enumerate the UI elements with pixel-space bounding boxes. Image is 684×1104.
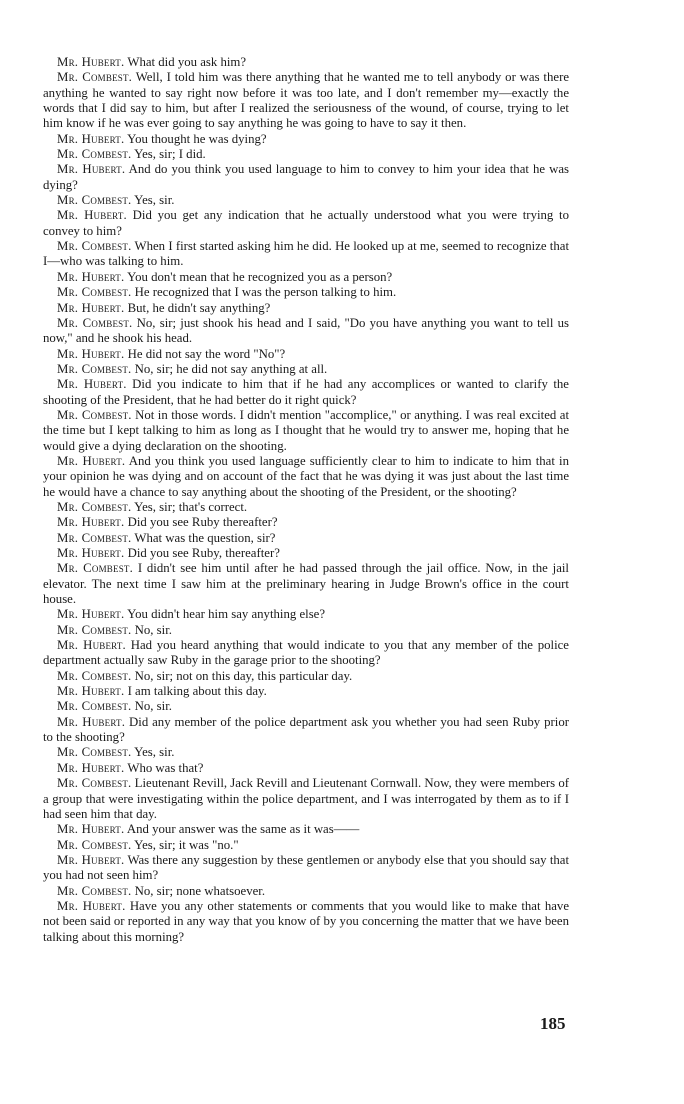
- speaker-name: Mr. Hubert.: [57, 607, 125, 622]
- testimony-paragraph: [43, 638, 569, 669]
- testimony-paragraph: [43, 546, 569, 561]
- speech-text: You don't mean that he recognized you as a person?: [127, 269, 393, 284]
- testimony-paragraph: [43, 193, 569, 208]
- testimony-paragraph: [43, 899, 569, 945]
- speaker-name: Mr. Hubert.: [57, 346, 125, 361]
- testimony-paragraph: [43, 270, 569, 285]
- speaker-name: Mr. Hubert.: [57, 898, 126, 913]
- speaker-name: Mr. Hubert.: [57, 714, 126, 729]
- speaker-name: Mr. Hubert.: [57, 55, 125, 69]
- speaker-name: Mr. Hubert.: [57, 162, 126, 177]
- speech-text: Who was that?: [127, 760, 204, 775]
- testimony-paragraph: [43, 362, 569, 377]
- speaker-name: Mr. Hubert.: [57, 684, 125, 699]
- speaker-name: Mr. Combest.: [57, 147, 132, 162]
- speaker-name: Mr. Combest.: [57, 285, 132, 300]
- speaker-name: Mr. Combest.: [57, 668, 132, 683]
- speech-text: Yes, sir; that's correct.: [134, 499, 248, 514]
- speaker-name: Mr. Combest.: [57, 745, 132, 760]
- testimony-paragraph: [43, 853, 569, 884]
- speaker-name: Mr. Hubert.: [57, 453, 126, 468]
- testimony-paragraph: [43, 761, 569, 776]
- testimony-paragraph: [43, 316, 569, 347]
- speech-text: You didn't hear him say anything else?: [127, 607, 326, 622]
- speech-text: No, sir.: [134, 699, 172, 714]
- testimony-paragraph: [43, 285, 569, 300]
- speech-text: Did you get any indication that he actually understood what you were trying to convey to him?: [43, 208, 570, 238]
- speech-text: You thought he was dying?: [127, 131, 267, 146]
- testimony-paragraph: [43, 531, 569, 546]
- testimony-paragraph: [43, 301, 569, 316]
- testimony-paragraph: [43, 239, 569, 270]
- testimony-transcript: [43, 55, 569, 945]
- testimony-paragraph: [43, 684, 569, 699]
- speech-text: And do you think you used language to him to convey to him your idea that he was dying?: [43, 162, 569, 192]
- testimony-paragraph: [43, 838, 569, 853]
- speech-text: Well, I told him was there anything that he wanted me to tell anybody or was there anything he wanted to say right now before it was too late, and I don't remember my—exactly the words that I did say to him, but after I realized the seriousness of the wound, of course, trying to let him know if he was ever going to say anything he was going to have to say it then.: [43, 70, 570, 131]
- testimony-paragraph: [43, 515, 569, 530]
- testimony-paragraph: [43, 884, 569, 899]
- speaker-name: Mr. Hubert.: [57, 515, 125, 530]
- speaker-name: Mr. Hubert.: [57, 377, 127, 392]
- testimony-paragraph: [43, 208, 569, 239]
- speaker-name: Mr. Hubert.: [57, 131, 125, 146]
- speech-text: What did you ask him?: [127, 55, 247, 69]
- testimony-paragraph: [43, 132, 569, 147]
- speaker-name: Mr. Hubert.: [57, 852, 125, 867]
- speech-text: Yes, sir; it was "no.": [134, 837, 239, 852]
- speaker-name: Mr. Combest.: [57, 361, 132, 376]
- testimony-paragraph: [43, 347, 569, 362]
- speaker-name: Mr. Hubert.: [57, 300, 125, 315]
- speech-text: No, sir; he did not say anything at all.: [134, 361, 328, 376]
- speech-text: And your answer was the same as it was——: [126, 822, 360, 837]
- speech-text: He recognized that I was the person talking to him.: [134, 285, 397, 300]
- speech-text: Have you any other statements or comments that you would like to make that have not been said or reported in any way that you know of by you concerning the matter that we have been talking about this morning?: [43, 898, 569, 944]
- speech-text: Yes, sir; I did.: [134, 147, 206, 162]
- testimony-paragraph: [43, 715, 569, 746]
- speech-text: Yes, sir.: [134, 193, 175, 208]
- speaker-name: Mr. Combest.: [57, 315, 133, 330]
- speech-text: Did any member of the police department ask you whether you had seen Ruby prior to the shooting?: [43, 714, 569, 745]
- speaker-name: Mr. Hubert.: [57, 546, 125, 560]
- speaker-name: Mr. Combest.: [57, 837, 132, 852]
- speech-text: No, sir; just shook his head and I said, "Do you have anything you want to tell us now," and he shook his head.: [43, 315, 570, 346]
- page-number: 185: [540, 1014, 566, 1033]
- speech-text: No, sir; not on this day, this particular day.: [134, 668, 353, 683]
- speaker-name: Mr. Combest.: [57, 407, 132, 422]
- speech-text: No, sir.: [134, 622, 172, 637]
- testimony-paragraph: [43, 162, 569, 193]
- speech-text: Did you indicate to him that if he had any accomplices or wanted to clarify the shooting of the President, that he had better do it right quick?: [43, 377, 569, 407]
- speaker-name: Mr. Combest.: [57, 70, 133, 85]
- speaker-name: Mr. Combest.: [57, 239, 132, 254]
- speaker-name: Mr. Hubert.: [57, 269, 125, 284]
- speaker-name: Mr. Combest.: [57, 561, 134, 576]
- speaker-name: Mr. Hubert.: [57, 638, 126, 653]
- testimony-paragraph: [43, 607, 569, 622]
- testimony-paragraph: [43, 500, 569, 515]
- speech-text: Not in those words. I didn't mention "accomplice," or anything. I was real excited at the time but I kept talking to him as long as I thought that he would try to answer me, hoping that he would give a dying declaration on the shooting.: [43, 407, 569, 453]
- speech-text: Did you see Ruby, thereafter?: [127, 546, 280, 560]
- speaker-name: Mr. Combest.: [57, 622, 132, 637]
- speech-text: Yes, sir.: [134, 745, 175, 760]
- speaker-name: Mr. Combest.: [57, 776, 132, 791]
- testimony-paragraph: [43, 454, 569, 500]
- speech-text: Had you heard anything that would indicate to you that any member of the police department actually saw Ruby in the garage prior to the shooting?: [43, 638, 569, 668]
- speech-text: When I first started asking him he did. He looked up at me, seemed to recognize that I—who was talking to him.: [43, 239, 569, 269]
- testimony-paragraph: [43, 776, 569, 822]
- speaker-name: Mr. Hubert.: [57, 822, 125, 837]
- testimony-paragraph: [43, 55, 569, 70]
- speaker-name: Mr. Combest.: [57, 699, 132, 714]
- speech-text: I didn't see him until after he had passed through the jail office. Now, in the jail elevator. The next time I saw him at the preliminary hearing in Judge Brown's office in the court house.: [43, 561, 569, 607]
- speech-text: Did you see Ruby thereafter?: [127, 515, 278, 530]
- speech-text: What was the question, sir?: [134, 530, 276, 545]
- testimony-paragraph: [43, 623, 569, 638]
- speech-text: I am talking about this day.: [127, 684, 267, 699]
- testimony-paragraph: [43, 745, 569, 760]
- speech-text: Was there any suggestion by these gentlemen or anybody else that you should say that you had not seen him?: [43, 852, 570, 883]
- testimony-paragraph: [43, 561, 569, 607]
- speaker-name: Mr. Hubert.: [57, 760, 125, 775]
- speech-text: No, sir; none whatsoever.: [134, 883, 266, 898]
- testimony-paragraph: [43, 822, 569, 837]
- speaker-name: Mr. Combest.: [57, 883, 132, 898]
- testimony-paragraph: [43, 147, 569, 162]
- speaker-name: Mr. Hubert.: [57, 208, 127, 223]
- testimony-paragraph: [43, 669, 569, 684]
- testimony-paragraph: [43, 70, 569, 131]
- speech-text: Lieutenant Revill, Jack Revill and Lieutenant Cornwall. Now, they were members of a group that were investigating within the police department, and I was interrogated by them as to if I had seen him that day.: [43, 776, 570, 821]
- speech-text: He did not say the word "No"?: [127, 346, 286, 361]
- testimony-paragraph: [43, 377, 569, 408]
- speaker-name: Mr. Combest.: [57, 193, 132, 208]
- testimony-paragraph: [43, 699, 569, 714]
- speaker-name: Mr. Combest.: [57, 530, 132, 545]
- testimony-paragraph: [43, 408, 569, 454]
- speaker-name: Mr. Combest.: [57, 499, 132, 514]
- speech-text: But, he didn't say anything?: [127, 300, 271, 315]
- speech-text: And you think you used language sufficiently clear to him to indicate to him that in your opinion he was dying and on account of the fact that he was dying it was just about the last time he would have a chance to say anything about the shooting of the President, or the shooting?: [43, 453, 569, 499]
